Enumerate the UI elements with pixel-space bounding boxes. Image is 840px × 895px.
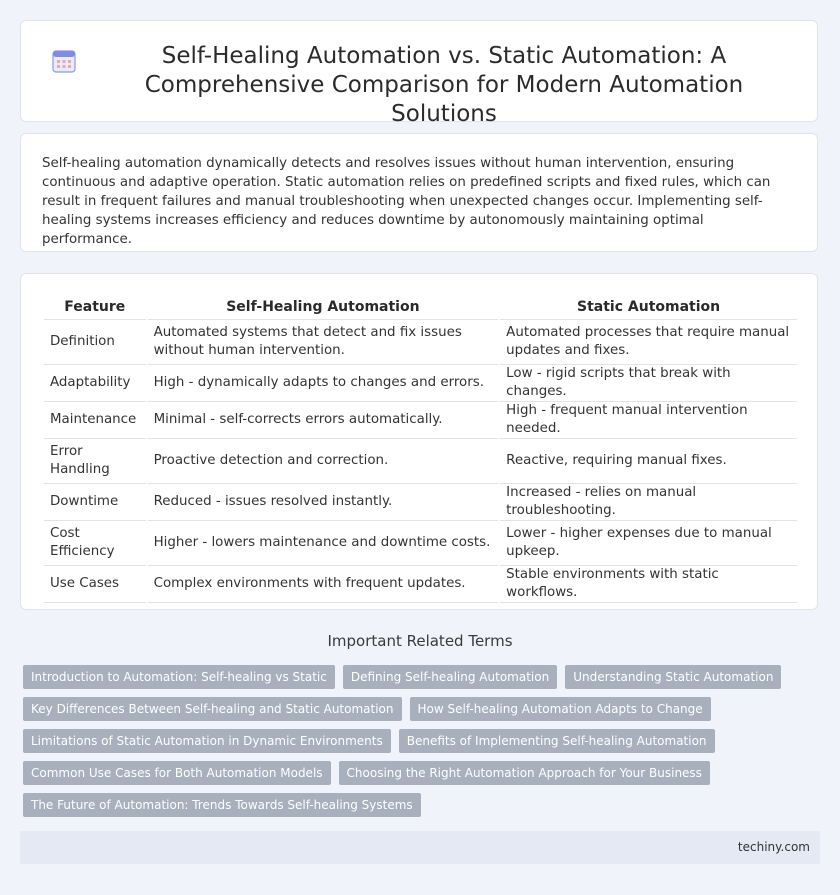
self-healing-cell: Complex environments with frequent updates.	[148, 566, 499, 603]
intro-paragraph: Self-healing automation dynamically detects and resolves issues without human intervention, ensuring continuous and adaptive operation. Static automation relies on predefined scripts and fixed rules, which can result in frequent failures and manual troubleshooting when unexpected changes occur. Implementing self-healing systems increases efficiency and reduces downtime by autonomously maintaining optimal performance.	[42, 156, 771, 247]
related-term-link[interactable]: Choosing the Right Automation Approach for Your Business	[339, 761, 710, 785]
table-row	[44, 439, 797, 484]
static-cell: Lower - higher expenses due to manual upkeep.	[500, 521, 797, 566]
table-header-row	[44, 295, 797, 320]
related-term-link[interactable]: The Future of Automation: Trends Towards Self-healing Systems	[23, 793, 421, 817]
related-term-link[interactable]: Key Differences Between Self-healing and Static Automation	[23, 697, 402, 721]
feature-cell: Cost Efficiency	[44, 521, 146, 566]
calendar-icon	[51, 48, 77, 74]
related-terms-title: Important Related Terms	[327, 632, 513, 650]
related-term-link[interactable]: Limitations of Static Automation in Dynamic Environments	[23, 729, 391, 753]
static-cell: Increased - relies on manual troubleshooting.	[500, 484, 797, 521]
intro-card	[20, 133, 818, 252]
related-term-link[interactable]: How Self-healing Automation Adapts to Change	[410, 697, 711, 721]
static-cell: High - frequent manual intervention needed.	[500, 402, 797, 439]
feature-cell: Downtime	[44, 484, 146, 521]
footer	[20, 831, 820, 864]
static-cell: Stable environments with static workflows.	[500, 566, 797, 603]
related-term-link[interactable]: Introduction to Automation: Self-healing vs Static	[23, 665, 335, 689]
feature-cell: Adaptability	[44, 365, 146, 402]
static-cell: Reactive, requiring manual fixes.	[500, 439, 797, 484]
header-card	[20, 20, 818, 127]
comparison-card	[20, 273, 818, 610]
footer-brand[interactable]: techiny.com	[737, 840, 810, 854]
self-healing-cell: High - dynamically adapts to changes and errors.	[148, 365, 499, 402]
related-term-link[interactable]: Benefits of Implementing Self-healing Automation	[399, 729, 715, 753]
related-term-link[interactable]: Common Use Cases for Both Automation Models	[23, 761, 331, 785]
table-row	[44, 320, 797, 365]
self-healing-cell: Minimal - self-corrects errors automatically.	[148, 402, 499, 439]
related-terms-list	[23, 665, 813, 825]
self-healing-cell: Automated systems that detect and fix issues without human intervention.	[148, 320, 499, 365]
static-cell: Low - rigid scripts that break with changes.	[500, 365, 797, 402]
feature-cell: Error Handling	[44, 439, 146, 484]
self-healing-cell: Proactive detection and correction.	[148, 439, 499, 484]
table-row	[44, 566, 797, 603]
self-healing-cell: Higher - lowers maintenance and downtime costs.	[148, 521, 499, 566]
column-header-feature: Feature	[44, 295, 146, 320]
page-title: Self-Healing Automation vs. Static Automation: A Comprehensive Comparison for Modern Automation Solutions	[144, 43, 744, 127]
column-header-self-healing: Self-Healing Automation	[148, 295, 499, 320]
table-row	[44, 484, 797, 521]
feature-cell: Use Cases	[44, 566, 146, 603]
related-term-link[interactable]: Understanding Static Automation	[565, 665, 781, 689]
comparison-table	[42, 295, 799, 603]
table-row	[44, 402, 797, 439]
feature-cell: Maintenance	[44, 402, 146, 439]
static-cell: Automated processes that require manual updates and fixes.	[500, 320, 797, 365]
self-healing-cell: Reduced - issues resolved instantly.	[148, 484, 499, 521]
table-row	[44, 521, 797, 566]
table-row	[44, 365, 797, 402]
feature-cell: Definition	[44, 320, 146, 365]
column-header-static: Static Automation	[500, 295, 797, 320]
related-term-link[interactable]: Defining Self-healing Automation	[343, 665, 557, 689]
